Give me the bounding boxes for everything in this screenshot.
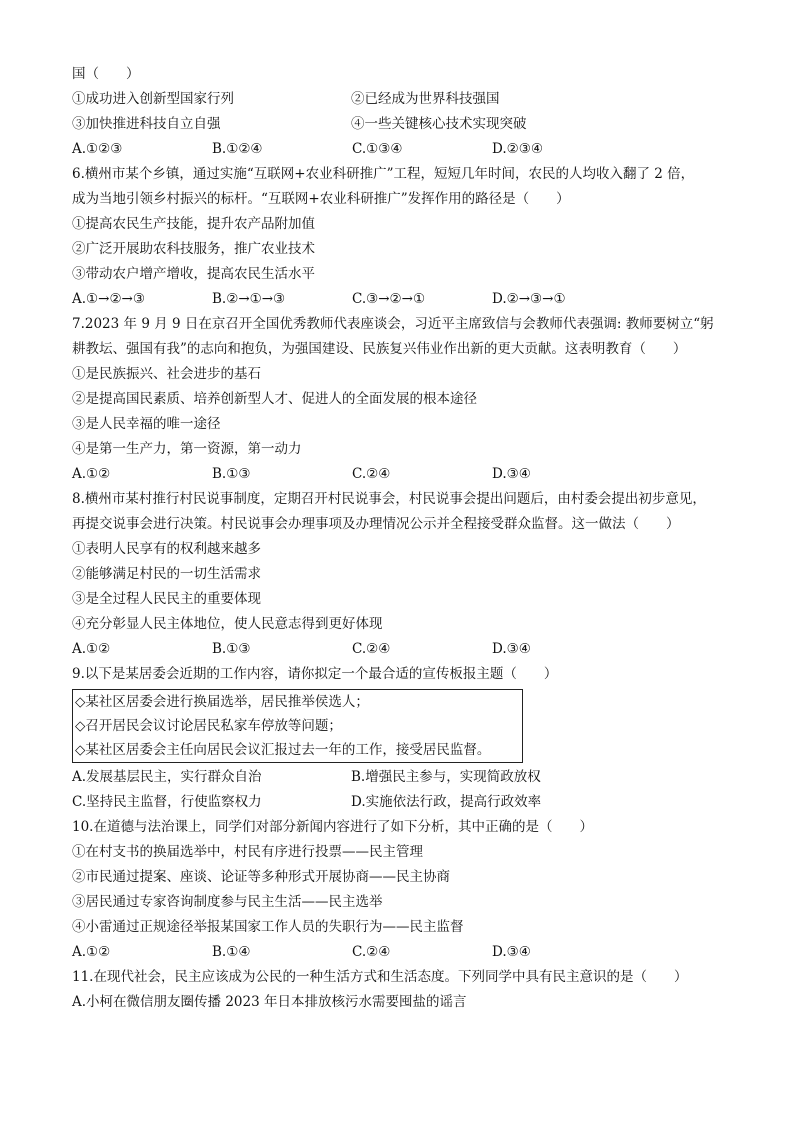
q8-option-a[interactable]: A.①② [72,641,111,657]
q6-item-3: ③带动农户增产增收，提高农民生活水平 [72,266,315,282]
q6-option-a[interactable]: A.①→②→③ [72,291,145,307]
q7-option-d[interactable]: D.③④ [492,466,531,482]
q6-item-2: ②广泛开展助农科技服务，推广农业技术 [72,241,315,257]
q6-stem-line-1: 6.横州市某个乡镇，通过实施“互联网+农业科研推广”工程，短短几年时间，农民的人均收入翻了 2 倍， [72,166,695,182]
q9-option-c[interactable]: C.坚持民主监督，行使监察权力 [72,794,262,810]
q9-option-b[interactable]: B.增强民主参与，实现简政放权 [351,769,541,785]
q8-item-3: ③是全过程人民民主的重要体现 [72,591,261,607]
q10-options [72,940,732,965]
q7-item-4: ④是第一生产力，第一资源，第一动力 [72,441,302,457]
q7-item-3: ③是人民幸福的唯一途径 [72,416,221,432]
q9-material-box [72,689,523,763]
q7-stem-line-1: 7.2023 年 9 月 9 日在京召开全国优秀教师代表座谈会，习近平主席致信与会教师代表强调: 教师要树立“躬 [72,316,714,332]
q10-item-2: ②市民通过提案、座谈、论证等多种形式开展协商——民主协商 [72,869,450,885]
q11-stem: 11.在现代社会，民主应该成为公民的一种生活方式和生活态度。下列同学中具有民主意识的是（ ） [72,969,688,985]
q9-box-line-2: ◇召开居民会议讨论居民私家车停放等问题； [75,718,342,734]
q9-box-line-3: ◇某社区居委会主任向居民会议汇报过去一年的工作，接受居民监督。 [75,742,491,758]
q7-item-2: ②是提高国民素质、培养创新型人才、促进人的全面发展的根本途径 [72,391,477,407]
q9-stem: 9.以下是某居委会近期的工作内容，请你拟定一个最合适的宣传板报主题（ ） [72,666,558,682]
q8-item-1: ①表明人民享有的权利越来越多 [72,541,261,557]
q5-items-row-1 [72,87,732,112]
q8-options [72,637,732,662]
q10-item-1: ①在村支书的换届选举中，村民有序进行投票——民主管理 [72,844,423,860]
q10-stem: 10.在道德与法治课上，同学们对部分新闻内容进行了如下分析，其中正确的是（ ） [72,819,593,835]
q8-option-d[interactable]: D.③④ [492,641,531,657]
q5-item-1: ①成功进入创新型国家行列 [72,91,234,107]
q6-options [72,287,732,312]
q6-option-c[interactable]: C.③→②→① [352,291,426,307]
q5-option-d[interactable]: D.②③④ [492,141,543,157]
q10-option-a[interactable]: A.①② [72,944,111,960]
q5-item-4: ④一些关键核心技术实现突破 [351,116,527,132]
q9-option-d[interactable]: D.实施依法行政，提高行政效率 [351,794,542,810]
q5-options [72,137,732,162]
q8-item-4: ④充分彰显人民主体地位，使人民意志得到更好体现 [72,616,383,632]
q11-option-a[interactable]: A.小柯在微信朋友圈传播 2023 年日本排放核污水需要囤盐的谣言 [72,994,467,1010]
q8-item-2: ②能够满足村民的一切生活需求 [72,566,261,582]
q5-option-c[interactable]: C.①③④ [352,141,403,157]
q7-options [72,462,732,487]
exam-page [72,62,732,1015]
q8-option-b[interactable]: B.①③ [212,641,251,657]
q5-item-3: ③加快推进科技自立自强 [72,116,221,132]
q5-item-2: ②已经成为世界科技强国 [351,91,500,107]
q7-option-a[interactable]: A.①② [72,466,111,482]
q10-option-c[interactable]: C.②④ [352,944,391,960]
q9-options-row-1 [72,765,732,790]
q6-option-b[interactable]: B.②→①→③ [212,291,286,307]
q10-item-3: ③居民通过专家咨询制度参与民主生活——民主选举 [72,894,383,910]
q10-option-b[interactable]: B.①④ [212,944,251,960]
q7-option-c[interactable]: C.②④ [352,466,391,482]
q7-stem-line-2: 耕教坛、强国有我”的志向和抱负，为强国建设、民族复兴伟业作出新的更大贡献。这表明教育（ ） [72,341,687,357]
q8-stem-line-2: 再提交说事会进行决策。村民说事会办理事项及办理情况公示并全程接受群众监督。这一做法（ ） [72,516,680,532]
q10-option-d[interactable]: D.③④ [492,944,531,960]
q5-option-a[interactable]: A.①②③ [72,141,123,157]
q10-item-4: ④小雷通过正规途径举报某国家工作人员的失职行为——民主监督 [72,919,464,935]
q6-item-1: ①提高农民生产技能，提升农产品附加值 [72,216,315,232]
q9-box-line-1: ◇某社区居委会进行换届选举，居民推举侯选人； [75,694,369,710]
q7-item-1: ①是民族振兴、社会进步的基石 [72,366,261,382]
q5-stem-tail: 国（ ） [72,66,140,82]
q5-option-b[interactable]: B.①②④ [212,141,263,157]
q6-option-d[interactable]: D.②→③→① [492,291,566,307]
q7-option-b[interactable]: B.①③ [212,466,251,482]
q8-option-c[interactable]: C.②④ [352,641,391,657]
q8-stem-line-1: 8.横州市某村推行村民说事制度，定期召开村民说事会，村民说事会提出问题后，由村委会提出初步意见， [72,491,706,507]
q9-options-row-2 [72,790,732,815]
q9-option-a[interactable]: A.发展基层民主，实行群众自治 [72,769,262,785]
q6-stem-line-2: 成为当地引领乡村振兴的标杆。“互联网+农业科研推广”发挥作用的路径是（ ） [72,191,570,207]
q5-items-row-2 [72,112,732,137]
